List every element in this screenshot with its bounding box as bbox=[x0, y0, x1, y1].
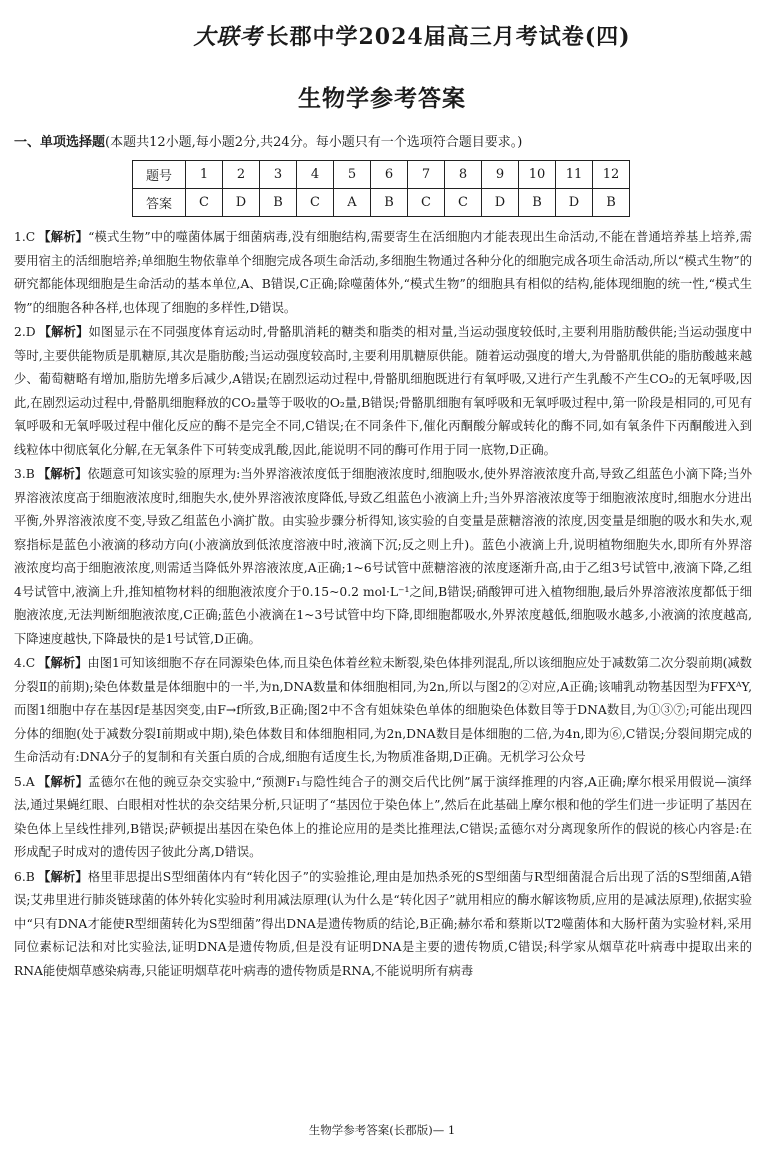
answer-cell: C bbox=[186, 189, 223, 217]
answer-cell: B bbox=[593, 189, 630, 217]
answer-cell: B bbox=[519, 189, 556, 217]
page-header bbox=[0, 20, 764, 51]
question-explanation-1 bbox=[14, 226, 752, 320]
analysis-tag: 【解析】 bbox=[37, 467, 88, 481]
brand-logo-text: 大联考 bbox=[193, 24, 263, 50]
answer-cell: C bbox=[297, 189, 334, 217]
question-number: 1.C bbox=[14, 230, 36, 244]
section-heading bbox=[14, 131, 522, 150]
explanation-text: 孟德尔在他的豌豆杂交实验中,“预测F₁与隐性纯合子的测交后代比例”属于演绎推理的内容,A正确;摩尔根采用假说—演绎法,通过果蝇红眼、白眼相对性状的杂交结果分析,只证明了“基因位于染色体上”,然后在此基础上摩尔根和他的学生们进一步证明了基因在染色体上呈线性排列,B错误;萨顿提出基因在染色体上的推论应用的是类比推理法,C错误;孟德尔对分离现象所作的假说的核心内容是:在形成配子时成对的遗传因子彼此分离,D错误。 bbox=[14, 774, 752, 859]
question-number: 3.B bbox=[14, 467, 35, 481]
analysis-tag: 【解析】 bbox=[38, 325, 89, 339]
explanation-text: 格里菲思提出S型细菌体内有“转化因子”的实验推论,理由是加热杀死的S型细菌与R型细菌混合后出现了活的S型细菌,A错误;艾弗里进行肺炎链球菌的体外转化实验时利用减法原理(认为什么是“转化因子”就用相应的酶水解该物质,应用的是减法原理),依据实验中“只有DNA才能使R型细菌转化为S型细菌”得出DNA是遗传物质的结论,B正确;赫尔希和蔡斯以T2噬菌体和大肠杆菌为实验材料,采用同位素标记法和对比实验法,证明DNA是遗传物质,但是没有证明DNA是主要的遗传物质,C错误;科学家从烟草花叶病毒中提取出来的RNA能使烟草感染病毒,只能证明烟草花叶病毒的遗传物质是RNA,不能说明所有病毒 bbox=[14, 869, 752, 978]
question-number-cell: 9 bbox=[482, 161, 519, 189]
question-explanation-2 bbox=[14, 321, 752, 462]
question-number: 5.A bbox=[14, 774, 35, 789]
question-number-cell: 11 bbox=[556, 161, 593, 189]
answer-cell: B bbox=[371, 189, 408, 217]
document-title: 生物学参考答案 bbox=[298, 85, 466, 112]
answer-table-number-row bbox=[133, 161, 630, 189]
question-number: 6.B bbox=[14, 869, 35, 884]
question-explanation-3 bbox=[14, 463, 752, 651]
question-explanation-6 bbox=[14, 866, 752, 984]
question-number-cell: 5 bbox=[334, 161, 371, 189]
explanation-text: 由图1可知该细胞不存在同源染色体,而且染色体着丝粒未断裂,染色体排列混乱,所以该细胞应处于减数第二次分裂前期(减数分裂Ⅱ的前期);染色体数量是体细胞中的一半,为n,DNA数量和体细胞相同,为2n,所以与图2的②对应,A正确;该哺乳动物基因型为FFXᴬY,而图1细胞中存在基因f是基因突变,由F→f所致,B正确;图2中不含有姐妹染色单体的细胞染色体数目等于DNA数目,为①③⑦;可能出现四分体的细胞(处于减数分裂Ⅰ前期或中期),染色体数目和体细胞相同,为2n,DNA数目是体细胞的二倍,为4n,即为⑥,C错误;分裂间期完成的生命活动有:DNA分子的复制和有关蛋白质的合成,细胞有适度生长,为物质准备期,D正确。无机学习公众号 bbox=[14, 656, 752, 764]
question-number-cell: 7 bbox=[408, 161, 445, 189]
answer-cell: A bbox=[334, 189, 371, 217]
answer-cell: D bbox=[556, 189, 593, 217]
answer-cell: D bbox=[223, 189, 260, 217]
page-footer: 生物学参考答案(长郡版)— 1 bbox=[308, 1123, 456, 1137]
question-number-cell: 2 bbox=[223, 161, 260, 189]
exam-title bbox=[60, 20, 764, 51]
section-label: 一、单项选择题 bbox=[14, 135, 106, 150]
question-number-cell: 4 bbox=[297, 161, 334, 189]
analysis-tag: 【解析】 bbox=[38, 656, 88, 670]
answer-cell: D bbox=[482, 189, 519, 217]
question-number-cell: 10 bbox=[519, 161, 556, 189]
question-explanation-4 bbox=[14, 652, 752, 770]
explanation-text: 如图显示在不同强度体育运动时,骨骼肌消耗的糖类和脂类的相对量,当运动强度较低时,主要利用脂肪酸供能;当运动强度中等时,主要供能物质是肌糖原,其次是脂肪酸;当运动强度较高时,主要利用肌糖原供能。随着运动强度的增大,为骨骼肌供能的脂肪酸越来越少、葡萄糖略有增加,脂肪先增多后减少,A错误;在剧烈运动过程中,骨骼肌细胞既进行有氧呼吸,又进行产生乳酸不产生CO₂的无氧呼吸,因此,在剧烈运动过程中,骨骼肌细胞释放的CO₂量等于吸收的O₂量,B错误;骨骼肌细胞有氧呼吸和无氧呼吸过程中,第一阶段是相同的,可见有氧呼吸和无氧呼吸过程中催化反应的酶不是完全不同,C错误;在不同条件下,催化丙酮酸分解或转化的酶不同,如有氧条件下丙酮酸进入到线粒体中彻底氧化分解,在无氧条件下可转变成乳酸,因此,能说明不同的酶可作用于同一底物,D正确。 bbox=[14, 325, 752, 457]
explanation-text: 依题意可知该实验的原理为:当外界溶液浓度低于细胞液浓度时,细胞吸水,使外界溶液浓度升高,导致乙组蓝色小滴下降;当外界溶液浓度高于细胞液浓度时,细胞失水,使外界溶液浓度降低,导致乙组蓝色小液滴上升;当外界溶液浓度等于细胞液浓度时,细胞水分进出平衡,外界溶液浓度不变,导致乙组蓝色小滴扩散。由实验步骤分析得知,该实验的自变量是蔗糖溶液的浓度,因变量是细胞的吸水和失水,观察指标是蓝色小液滴的移动方向(小液滴放到低浓度溶液中时,液滴下沉;反之则上升)。蓝色小液滴上升,说明植物细胞失水,即所有外界溶液浓度均高于细胞液浓度,则需适当降低外界溶液浓度,A正确;1~6号试管中蔗糖溶液的浓度逐渐升高,由于乙组3号试管中,液滴下降,乙组4号试管中,液滴上升,推知植物材料的细胞液浓度介于0.15~0.2 mol·L⁻¹之间,B错误;硝酸钾可进入植物细胞,最后外界溶液浓度都低于细胞液浓度,无法判断细胞液浓度,C正确;蓝色小液滴在1~3号试管中均下降,即细胞都吸水,外界浓度越低,细胞吸水越多,小液滴的浓度越高,下降速度越快,下降最快的是1号试管,D正确。 bbox=[14, 467, 752, 646]
answer-table bbox=[132, 160, 630, 217]
question-number-cell: 12 bbox=[593, 161, 630, 189]
question-explanation-5 bbox=[14, 771, 752, 865]
explanation-text: “模式生物”中的噬菌体属于细菌病毒,没有细胞结构,需要寄生在活细胞内才能表现出生命活动,不能在普通培养基上培养,需要用宿主的活细胞培养;单细胞生物依靠单个细胞完成各项生命活动,多细胞生物通过各种分化的细胞完成各项生命活动,所以“模式生物”的研究都能体现细胞是生命活动的基本单位,A、B错误,C正确;除噬菌体外,“模式生物”的细胞具有相似的结构,能体现细胞的统一性,“模式生物”的细胞各种各样,也体现了细胞的多样性,D错误。 bbox=[14, 230, 752, 315]
analysis-tag: 【解析】 bbox=[37, 774, 89, 789]
section-description: (本题共12小题,每小题2分,共24分。每小题只有一个选项符合题目要求。) bbox=[105, 135, 523, 150]
question-number-cell: 8 bbox=[445, 161, 482, 189]
question-number-cell: 3 bbox=[260, 161, 297, 189]
row-header-answer: 答案 bbox=[133, 189, 186, 217]
answer-cell: B bbox=[260, 189, 297, 217]
answer-table-answer-row bbox=[133, 189, 630, 217]
answer-cell: C bbox=[408, 189, 445, 217]
exam-title-text: 长郡中学2024届高三月考试卷(四) bbox=[266, 24, 631, 50]
question-number-cell: 6 bbox=[371, 161, 408, 189]
analysis-tag: 【解析】 bbox=[37, 869, 88, 884]
row-header-number: 题号 bbox=[133, 161, 186, 189]
answer-cell: C bbox=[445, 189, 482, 217]
question-number: 4.C bbox=[14, 656, 36, 670]
question-number-cell: 1 bbox=[186, 161, 223, 189]
analysis-tag: 【解析】 bbox=[38, 230, 89, 244]
explanations bbox=[14, 226, 752, 983]
question-number: 2.D bbox=[14, 325, 36, 339]
